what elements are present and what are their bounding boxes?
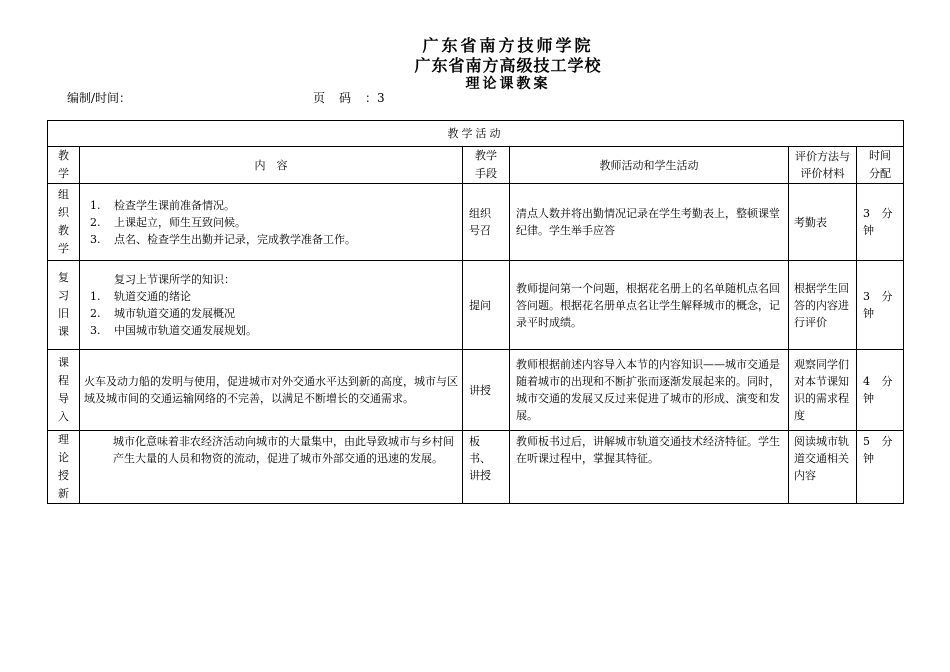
activity-cell: 教师根据前述内容导入本节的内容知识——城市交通是随着城市的出现和不断扩张而逐渐发展起来的。同时，城市交通的发展又反过来促进了城市的形成、演变和发展。 <box>510 350 789 431</box>
list-item: 1. 轨道交通的绪论 <box>90 290 191 303</box>
content-cell <box>80 431 463 504</box>
method-cell: 板书、讲授 <box>463 431 510 504</box>
content-cell <box>80 261 463 350</box>
table-row <box>48 184 904 261</box>
section-title: 教学活动 <box>48 121 904 147</box>
author-date-label: 编制/时间： <box>67 91 132 105</box>
list-item: 3. 点名、检查学生出勤并记录，完成教学准备工作。 <box>90 232 356 246</box>
list-item: 2. 上课起立，师生互致问候。 <box>90 215 246 229</box>
lesson-plan-table <box>47 120 904 504</box>
stage-cell: 理论授新 <box>48 431 80 504</box>
stage-cell: 课程导入 <box>48 350 80 431</box>
time-cell: 3 分钟 <box>857 261 904 350</box>
time-cell: 3 分钟 <box>857 184 904 261</box>
column-header-row <box>48 147 904 184</box>
evaluation-cell: 观察同学们对本节课知识的需求程度 <box>789 350 857 431</box>
activity-cell: 教师提问第一个问题，根据花名册上的名单随机点名回答问题。根据花名册单点名让学生解释城市的概念，记录平时成绩。 <box>510 261 789 350</box>
content-paragraph: 城市化意味着非农经济活动向城市的大量集中，由此导致城市与乡村间产生大量的人员和物资的流动，促进了城市外部交通的迅速的发展。 <box>113 435 454 465</box>
content-cell <box>80 184 463 261</box>
page-label: 页码 <box>313 91 366 105</box>
document-type-title: 理论课教案 <box>465 76 551 92</box>
table-row <box>48 261 904 350</box>
stage-cell: 组织教学 <box>48 184 80 261</box>
col-header-activity: 教师活动和学生活动 <box>510 147 789 184</box>
evaluation-cell: 根据学生回答的内容进行评价 <box>789 261 857 350</box>
col-header-time: 时间分配 <box>857 147 904 184</box>
activity-cell: 清点人数并将出勤情况记录在学生考勤表上，整顿课堂纪律。学生举手应答 <box>510 184 789 261</box>
method-cell: 组织号召 <box>463 184 510 261</box>
time-cell: 5 分钟 <box>857 431 904 504</box>
col-header-method: 教学手段 <box>463 147 510 184</box>
evaluation-cell: 阅读城市轨道交通相关内容 <box>789 431 857 504</box>
col-header-evaluation: 评价方法与评价材料 <box>789 147 857 184</box>
col-header-stage: 教学 <box>48 147 80 184</box>
method-cell: 讲授 <box>463 350 510 431</box>
stage-cell: 复习旧课 <box>48 261 80 350</box>
list-item: 3. 中国城市轨道交通发展规划。 <box>90 324 257 337</box>
activity-cell: 教师板书过后，讲解城市轨道交通技术经济特征。学生在听课过程中，掌握其特征。 <box>510 431 789 504</box>
method-cell: 提问 <box>463 261 510 350</box>
list-item: 1. 检查学生课前准备情况。 <box>90 198 235 212</box>
page-number-field <box>313 89 385 106</box>
table-row <box>48 431 904 504</box>
content-intro: 复习上节课所学的知识： <box>114 273 235 286</box>
content-cell: 火车及动力船的发明与使用，促进城市对外交通水平达到新的高度，城市与区域及城市间的交通运输网络的不完善，以满足不断增长的交通需求。 <box>80 350 463 431</box>
table-row <box>48 350 904 431</box>
time-cell: 4 分钟 <box>857 350 904 431</box>
school-name-line2: 广东省南方高级技工学校 <box>414 56 602 75</box>
evaluation-cell: 考勤表 <box>789 184 857 261</box>
page-number: ：3 <box>365 91 385 105</box>
list-item: 2. 城市轨道交通的发展概况 <box>90 307 235 320</box>
col-header-content: 内 容 <box>80 147 463 184</box>
school-name-line1: 广东省南方技师学院 <box>422 36 594 55</box>
